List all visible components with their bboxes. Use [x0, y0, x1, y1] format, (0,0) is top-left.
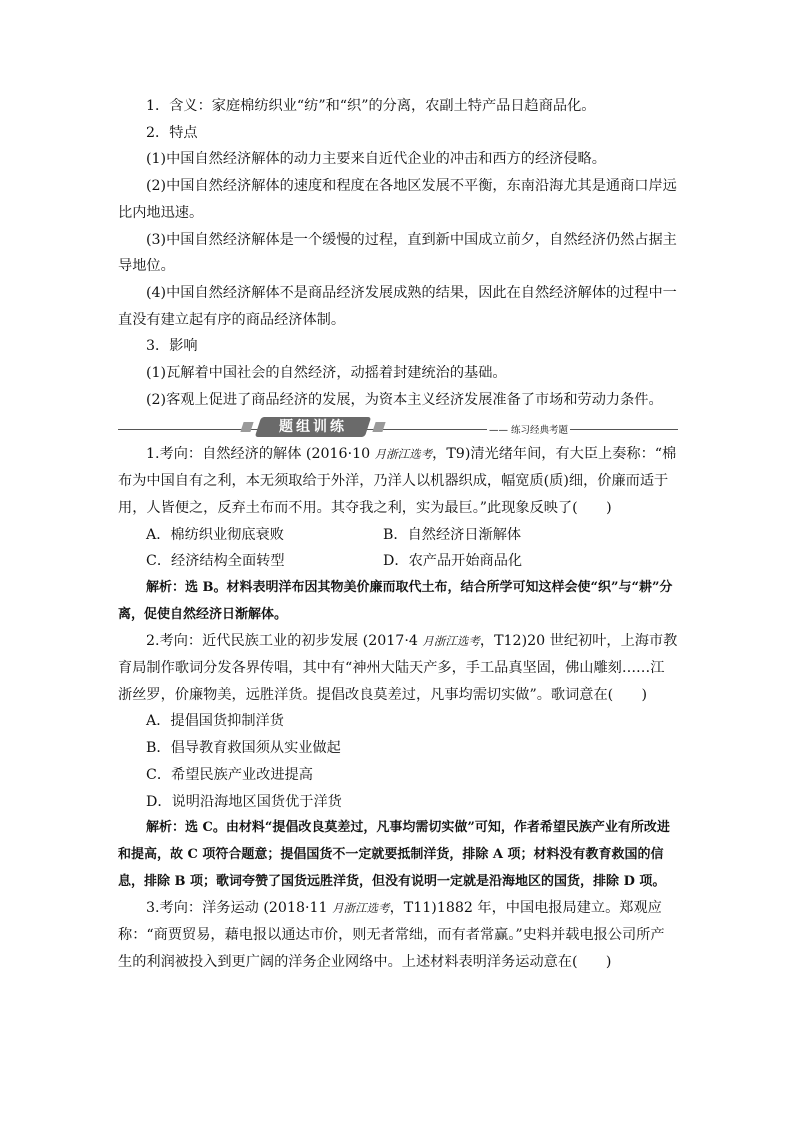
impact-heading: 3．影响: [146, 338, 198, 355]
banner-left-ornament: [240, 422, 253, 432]
feature-item-1: (1)中国自然经济解体的动力主要来自近代企业的冲击和西方的经济侵略。: [146, 151, 606, 168]
banner-subtitle: —— 练习经典考题: [487, 422, 570, 436]
question-1-option-d[interactable]: D．农产品开始商品化: [383, 553, 523, 570]
features-heading: 2．特点: [146, 124, 198, 141]
feature-item-3: (3)中国自然经济解体是一个缓慢的过程，直到新中国成立前夕，自然经济仍然占据主导地位。: [118, 231, 677, 275]
question-1-source: 月浙江选考: [374, 447, 433, 462]
document-content: [118, 93, 678, 976]
question-1-text: ，T9)清光绪年间，有大臣上奏称：“棉布为中国自有之利，本无须取给于外洋，乃洋人以机器织成，幅宽质(质)细，价廉而适于用，人皆便之，反弃土布而不用。其夺我之利，实为最巨。”此现象反映了( ): [118, 446, 677, 516]
question-1-options-row-2: [118, 548, 678, 575]
impact-item-2: (2)客观上促进了商品经济的发展，为资本主义经济发展准备了市场和劳动力条件。: [146, 391, 663, 408]
question-2-source: 月浙江选考: [422, 634, 480, 649]
question-1-analysis: 解析：选 B。材料表明洋布因其物美价廉而取代土布，结合所学可知这样会使“织”与“耕”分离，促使自然经济日渐解体。: [118, 579, 673, 622]
banner-right-ornament: [372, 422, 385, 432]
question-2-option-d[interactable]: D．说明沿海地区国货优于洋货: [146, 793, 342, 810]
question-1-option-c[interactable]: C．经济结构全面转型: [146, 553, 285, 570]
question-1-stem: [118, 441, 678, 521]
question-3-source: 月浙江选考: [332, 901, 390, 916]
question-2-stem: [118, 628, 678, 708]
banner-title: 题组训练: [279, 419, 347, 436]
question-2-text: ，T12)20 世纪初叶，上海市教育局制作歌词分发各界传唱，其中有“神州大陆天产多，手工品真坚固，佛山雕刻……江浙丝罗，价廉物美，远胜洋货。提倡改良莫差过，凡事均需切实做”。歌词意在( ): [118, 633, 678, 703]
question-2-option-c[interactable]: C．希望民族产业改进提高: [146, 766, 313, 783]
question-1-option-a[interactable]: A．棉纺织业彻底衰败: [146, 526, 284, 543]
feature-item-4: (4)中国自然经济解体不是商品经济发展成熟的结果，因此在自然经济解体的过程中一直没有建立起有序的商品经济体制。: [118, 284, 677, 328]
question-1-options-row-1: [118, 522, 678, 549]
question-2-prefix: 2.考向：近代民族工业的初步发展 (2017·4: [146, 633, 423, 650]
question-3-stem: [118, 895, 678, 975]
feature-item-2: (2)中国自然经济解体的速度和程度在各地区发展不平衡，东南沿海尤其是通商口岸远比内地迅速。: [118, 178, 677, 221]
question-2-option-a[interactable]: A．提倡国货抑制洋货: [146, 713, 284, 730]
question-2-option-b[interactable]: B．倡导教育救国须从实业做起: [146, 740, 341, 757]
impact-item-1: (1)瓦解着中国社会的自然经济，动摇着封建统治的基础。: [146, 365, 507, 382]
question-3-prefix: 3.考向：洋务运动 (2018·11: [146, 900, 333, 917]
question-1-prefix: 1.考向：自然经济的解体 (2016·10: [146, 446, 375, 463]
question-3-text: ，T11)1882 年，中国电报局建立。郑观应称：“商贾贸易，藉电报以通达市价，则无者常绌，而有者常赢。”史料并载电报公司所产生的利润被投入到更广阔的洋务企业网络中。上述材料表明洋务运动意在( ): [118, 900, 665, 970]
question-2-analysis: 解析：选 C。由材料“提倡改良莫差过，凡事均需切实做”可知，作者希望民族产业有所改进和提高，故 C 项符合题意；提倡国货不一定就要抵制洋货，排除 A 项；材料没有教育救国的信息，排除 B 项；歌词夸赞了国货远胜洋货，但没有说明一定就是沿海地区的国货，排除 D 项。: [118, 820, 670, 889]
banner-rule: [118, 429, 678, 430]
section-banner: [118, 417, 678, 439]
question-1-option-b[interactable]: B．自然经济日渐解体: [383, 526, 522, 543]
meaning-line: 1．含义：家庭棉纺织业“纺”和“织”的分离，农副土特产品日趋商品化。: [146, 98, 596, 114]
